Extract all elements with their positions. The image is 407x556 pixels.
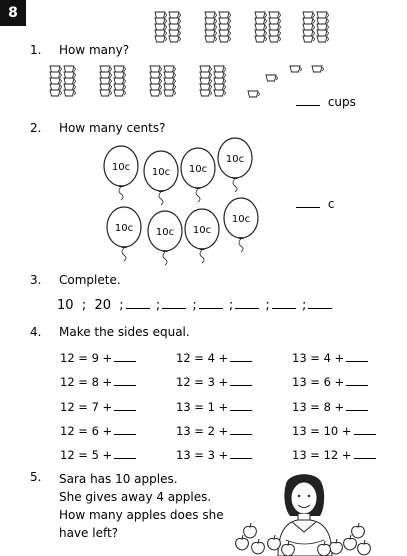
equation-answer-blank[interactable]	[114, 351, 136, 362]
equation-answer-blank[interactable]	[346, 375, 368, 386]
sequence-blank[interactable]	[126, 298, 150, 309]
sequence-blank[interactable]	[272, 298, 296, 309]
equation-answer-blank[interactable]	[354, 424, 376, 435]
q2-question: How many cents?	[59, 121, 166, 135]
cup-icon	[219, 18, 231, 24]
cup-icon	[164, 72, 176, 78]
q5-number: 5.	[30, 470, 42, 484]
balloon-icon	[224, 198, 258, 252]
cup-icon	[205, 30, 217, 36]
equation-text: 13 = 10 +	[292, 424, 352, 438]
cup-icon	[64, 78, 76, 84]
cup-icon	[255, 30, 267, 36]
q1-unit: cups	[327, 95, 356, 109]
cup-icon	[290, 66, 302, 72]
q2-answer	[296, 197, 334, 211]
cup-icon	[214, 78, 226, 84]
apple-icon	[352, 523, 365, 538]
cup-icon	[317, 30, 329, 36]
q1-question: How many?	[59, 43, 130, 57]
cup-icon	[200, 66, 212, 72]
cup-icon	[214, 90, 226, 96]
q4-question: Make the sides equal.	[59, 325, 190, 339]
cup-icon	[317, 36, 329, 42]
cup-icon	[266, 75, 278, 81]
cup-icon	[269, 30, 281, 36]
cup-icon	[50, 84, 62, 90]
equation-answer-blank[interactable]	[230, 424, 252, 435]
cup-icon	[200, 78, 212, 84]
equation-text: 13 = 12 +	[292, 448, 352, 462]
cup-icon	[303, 12, 315, 18]
equation	[292, 351, 368, 365]
cup-icon	[214, 84, 226, 90]
cup-icon	[150, 78, 162, 84]
cup-icon	[114, 90, 126, 96]
cup-icon	[155, 18, 167, 24]
q3-number: 3.	[30, 273, 42, 287]
cup-icon	[269, 24, 281, 30]
cup-icon	[150, 66, 162, 72]
balloon-icon	[148, 211, 182, 265]
equation-text: 12 = 8 +	[60, 375, 113, 389]
equation	[60, 351, 136, 365]
equation	[60, 375, 136, 389]
equation-text: 12 = 9 +	[60, 351, 113, 365]
equation-text: 13 = 6 +	[292, 375, 345, 389]
equation-text: 13 = 1 +	[176, 400, 229, 414]
cup-icon	[155, 24, 167, 30]
cup-icon	[100, 72, 112, 78]
cup-icon	[303, 30, 315, 36]
equation-answer-blank[interactable]	[230, 375, 252, 386]
equation-text: 13 = 2 +	[176, 424, 229, 438]
q1-answer-blank[interactable]	[296, 95, 320, 106]
equation-answer-blank[interactable]	[230, 351, 252, 362]
equation-answer-blank[interactable]	[114, 424, 136, 435]
balloon-icon	[144, 151, 178, 205]
equation	[60, 448, 136, 462]
balloon-icon	[107, 207, 141, 261]
equation-text: 13 = 3 +	[176, 448, 229, 462]
cup-icon	[219, 12, 231, 18]
cup-icon	[164, 66, 176, 72]
cup-icon	[50, 78, 62, 84]
cup-icon	[150, 84, 162, 90]
cup-icon	[214, 66, 226, 72]
q5-question	[59, 470, 224, 542]
cup-icon	[269, 36, 281, 42]
q2-unit: c	[327, 197, 335, 211]
equation-text: 13 = 4 +	[292, 351, 345, 365]
page-number-tab: 8	[0, 0, 26, 26]
q5-line: have left?	[59, 526, 119, 540]
cup-icon	[214, 72, 226, 78]
sequence-blank[interactable]	[199, 298, 223, 309]
cup-icon	[255, 24, 267, 30]
q5-line: Sara has 10 apples.	[59, 472, 178, 486]
q5-line: She gives away 4 apples.	[59, 490, 212, 504]
cup-icon	[317, 12, 329, 18]
equation-text: 13 = 8 +	[292, 400, 345, 414]
cup-icon	[205, 36, 217, 42]
q5-line: How many apples does she	[59, 508, 224, 522]
sequence-first: 10	[57, 298, 74, 313]
sequence-second: 20	[94, 298, 112, 313]
equation-answer-blank[interactable]	[230, 400, 252, 411]
equation-answer-blank[interactable]	[114, 400, 136, 411]
cup-icon	[100, 84, 112, 90]
cup-icon	[205, 24, 217, 30]
equation	[176, 424, 252, 438]
cup-icon	[114, 78, 126, 84]
cup-icon	[200, 72, 212, 78]
sequence-blank[interactable]	[235, 298, 259, 309]
q2-number: 2.	[30, 121, 42, 135]
girl-with-apples-illustration	[228, 470, 378, 556]
equation-answer-blank[interactable]	[346, 400, 368, 411]
cup-icon	[64, 72, 76, 78]
apple-icon	[244, 523, 257, 538]
equation-answer-blank[interactable]	[114, 448, 136, 459]
cup-icon	[255, 12, 267, 18]
cup-icon	[155, 36, 167, 42]
cup-icon	[205, 18, 217, 24]
cup-icon	[50, 72, 62, 78]
balloon-label: 10c	[231, 214, 251, 225]
cup-icon	[219, 30, 231, 36]
cup-icon	[64, 66, 76, 72]
apple-icon	[252, 539, 265, 554]
cup-icon	[255, 18, 267, 24]
equation-text: 12 = 6 +	[60, 424, 113, 438]
sequence-blank[interactable]	[308, 298, 332, 309]
cup-icon	[303, 36, 315, 42]
equation-answer-blank[interactable]	[114, 375, 136, 386]
balloon-icon	[185, 209, 219, 263]
cup-icon	[64, 84, 76, 90]
equation-text: 12 = 5 +	[60, 448, 113, 462]
cup-icon	[200, 90, 212, 96]
cup-icon	[303, 18, 315, 24]
equation-answer-blank[interactable]	[230, 448, 252, 459]
equation	[292, 424, 376, 438]
cup-icon	[100, 78, 112, 84]
cup-icon	[248, 91, 260, 97]
cup-icon	[150, 90, 162, 96]
cup-icon	[169, 24, 181, 30]
cup-icon	[50, 90, 62, 96]
equation-answer-blank[interactable]	[354, 448, 376, 459]
cup-icon	[269, 12, 281, 18]
cup-icon	[150, 72, 162, 78]
cup-icon	[114, 72, 126, 78]
cup-icon	[169, 36, 181, 42]
equation-text: 12 = 4 +	[176, 351, 229, 365]
equation	[176, 448, 252, 462]
balloon-label: 10c	[114, 223, 134, 234]
cup-icon	[114, 66, 126, 72]
equation-text: 12 = 3 +	[176, 375, 229, 389]
cup-icon	[219, 36, 231, 42]
apple-icon	[268, 535, 281, 550]
balloon-icon	[181, 148, 215, 202]
cup-icon	[169, 18, 181, 24]
balloon-label: 10c	[192, 225, 212, 236]
cup-icon	[312, 66, 324, 72]
equation	[292, 400, 368, 414]
q1-number: 1.	[30, 43, 42, 57]
cup-icon	[205, 12, 217, 18]
cup-icon	[255, 36, 267, 42]
cup-icon	[303, 24, 315, 30]
cup-icon	[50, 66, 62, 72]
q2-answer-blank[interactable]	[296, 197, 320, 208]
cup-icon	[100, 90, 112, 96]
balloon-label: 10c	[151, 167, 171, 178]
equation	[292, 448, 376, 462]
q3-question: Complete.	[59, 273, 121, 287]
cup-icon	[164, 78, 176, 84]
balloon-icon	[104, 146, 138, 200]
equation	[176, 351, 252, 365]
cup-icon	[317, 18, 329, 24]
equation	[176, 400, 252, 414]
balloon-label: 10c	[225, 154, 245, 165]
balloon-label: 10c	[188, 164, 208, 175]
balloon-icon	[218, 138, 252, 192]
equation	[292, 375, 368, 389]
cup-icon	[100, 66, 112, 72]
q4-number: 4.	[30, 325, 42, 339]
cup-icon	[317, 24, 329, 30]
cup-icon	[219, 24, 231, 30]
balloon-label: 10c	[111, 162, 131, 173]
equation	[60, 400, 136, 414]
equation	[176, 375, 252, 389]
sequence-blank[interactable]	[162, 298, 186, 309]
number-sequence: 10 ; 20 ; ; ; ; ; ;	[57, 298, 334, 313]
cup-icon	[64, 90, 76, 96]
balloon-label: 10c	[155, 227, 175, 238]
apple-icon	[358, 540, 371, 555]
balloons-illustration	[0, 130, 407, 270]
cup-icon	[200, 84, 212, 90]
cup-icon	[169, 30, 181, 36]
cup-icon	[169, 12, 181, 18]
apple-icon	[330, 539, 343, 554]
equation-text: 12 = 7 +	[60, 400, 113, 414]
cup-icon	[164, 84, 176, 90]
equation-answer-blank[interactable]	[346, 351, 368, 362]
cup-icon	[114, 84, 126, 90]
equation	[60, 424, 136, 438]
q1-answer	[296, 95, 356, 109]
cup-icon	[155, 12, 167, 18]
cup-icon	[155, 30, 167, 36]
cup-icon	[269, 18, 281, 24]
cup-icon	[164, 90, 176, 96]
